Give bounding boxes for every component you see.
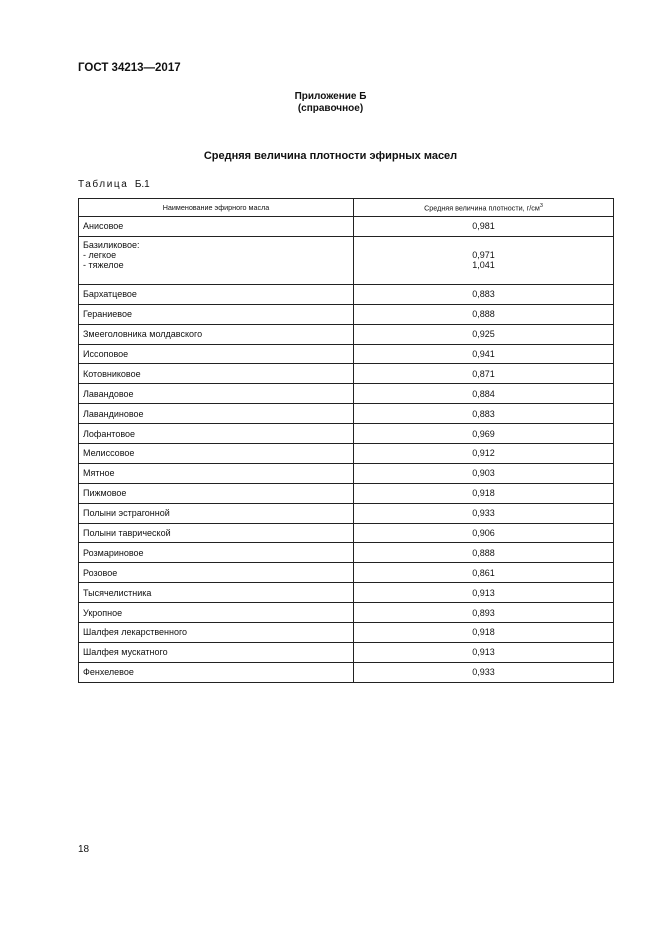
table-row bbox=[79, 364, 614, 384]
column-header-value-text: Средняя величина плотности, г/см bbox=[424, 203, 540, 213]
oil-name-cell: Лавандиновое bbox=[79, 404, 354, 424]
table-row bbox=[79, 344, 614, 364]
page-title: Средняя величина плотности эфирных масел bbox=[203, 150, 458, 162]
oil-name-cell: Полыни эстрагонной bbox=[79, 503, 354, 523]
oil-name-main: Базиликовое: bbox=[83, 239, 140, 250]
table-caption bbox=[78, 179, 150, 190]
oil-name-cell: Змееголовника молдавского bbox=[79, 324, 354, 344]
density-value-cell: 0,918 bbox=[354, 483, 614, 503]
density-value-cell: 0,883 bbox=[354, 284, 614, 304]
density-value-cell: 0,884 bbox=[354, 384, 614, 404]
density-value-cell: 0,969 bbox=[354, 424, 614, 444]
table-body bbox=[79, 217, 614, 683]
density-value-cell: 0,903 bbox=[354, 463, 614, 483]
table-row bbox=[79, 444, 614, 464]
table-header-row bbox=[79, 199, 614, 217]
oil-name-cell: Полыни таврической bbox=[79, 523, 354, 543]
table-row bbox=[79, 583, 614, 603]
density-value-cell: 0,861 bbox=[354, 563, 614, 583]
column-header-value bbox=[354, 199, 614, 217]
table-label: Таблица bbox=[78, 179, 129, 190]
density-value-cell: 0,888 bbox=[354, 304, 614, 324]
table-row-multi bbox=[79, 236, 614, 284]
document-header: ГОСТ 34213—2017 bbox=[78, 62, 181, 74]
density-value-cell: 0,893 bbox=[354, 603, 614, 623]
oil-name-cell: Пижмовое bbox=[79, 483, 354, 503]
table-row bbox=[79, 662, 614, 682]
density-value-cell: 0,981 bbox=[354, 217, 614, 237]
oil-name-cell: Лавандовое bbox=[79, 384, 354, 404]
page-number: 18 bbox=[78, 844, 90, 855]
oil-name-cell: Котовниковое bbox=[79, 364, 354, 384]
oil-name-cell: Анисовое bbox=[79, 217, 354, 237]
unit-superscript: 3 bbox=[539, 202, 543, 209]
appendix-note: (справочное) bbox=[297, 103, 364, 114]
appendix-heading bbox=[0, 91, 661, 115]
density-value-cell: 0,933 bbox=[354, 503, 614, 523]
column-header-name: Наименование эфирного масла bbox=[79, 199, 354, 217]
table-number: Б.1 bbox=[134, 179, 150, 190]
oil-name-cell: Мятное bbox=[79, 463, 354, 483]
density-value-cell: 0,871 bbox=[354, 364, 614, 384]
oil-name-cell: Бархатцевое bbox=[79, 284, 354, 304]
table-row bbox=[79, 424, 614, 444]
table-row bbox=[79, 603, 614, 623]
density-value-heavy: 1,041 bbox=[472, 259, 495, 270]
density-value-cell: 0,925 bbox=[354, 324, 614, 344]
table-row bbox=[79, 563, 614, 583]
oil-name-sub-light: - легкое bbox=[83, 249, 117, 260]
oil-name-cell: Иссоповое bbox=[79, 344, 354, 364]
oil-name-cell bbox=[79, 236, 354, 284]
oil-name-cell: Мелиссовое bbox=[79, 444, 354, 464]
oil-name-cell: Розмариновое bbox=[79, 543, 354, 563]
table-row bbox=[79, 304, 614, 324]
table-row bbox=[79, 404, 614, 424]
table-row bbox=[79, 324, 614, 344]
density-table bbox=[78, 198, 614, 683]
density-value-cell: 0,918 bbox=[354, 623, 614, 643]
density-value-cell: 0,933 bbox=[354, 662, 614, 682]
density-value-light: 0,971 bbox=[472, 249, 495, 260]
table-row bbox=[79, 503, 614, 523]
appendix-title: Приложение Б bbox=[294, 91, 367, 102]
oil-name-cell: Тысячелистника bbox=[79, 583, 354, 603]
oil-name-cell: Шалфея лекарственного bbox=[79, 623, 354, 643]
table-row bbox=[79, 284, 614, 304]
oil-name-cell: Фенхелевое bbox=[79, 662, 354, 682]
density-value-cell: 0,941 bbox=[354, 344, 614, 364]
table-row bbox=[79, 642, 614, 662]
oil-name-cell: Розовое bbox=[79, 563, 354, 583]
density-value-cell: 0,883 bbox=[354, 404, 614, 424]
table-row bbox=[79, 523, 614, 543]
density-value-cell bbox=[354, 236, 614, 284]
density-value-cell: 0,913 bbox=[354, 642, 614, 662]
table-row bbox=[79, 543, 614, 563]
table-row bbox=[79, 483, 614, 503]
oil-name-cell: Гераниевое bbox=[79, 304, 354, 324]
density-value-cell: 0,912 bbox=[354, 444, 614, 464]
table-row bbox=[79, 384, 614, 404]
table-row bbox=[79, 463, 614, 483]
density-value-cell: 0,906 bbox=[354, 523, 614, 543]
density-value-cell: 0,913 bbox=[354, 583, 614, 603]
table-row bbox=[79, 623, 614, 643]
oil-name-sub-heavy: - тяжелое bbox=[83, 259, 124, 270]
oil-name-cell: Лофантовое bbox=[79, 424, 354, 444]
oil-name-cell: Шалфея мускатного bbox=[79, 642, 354, 662]
table-row bbox=[79, 217, 614, 237]
oil-name-cell: Укропное bbox=[79, 603, 354, 623]
density-value-cell: 0,888 bbox=[354, 543, 614, 563]
